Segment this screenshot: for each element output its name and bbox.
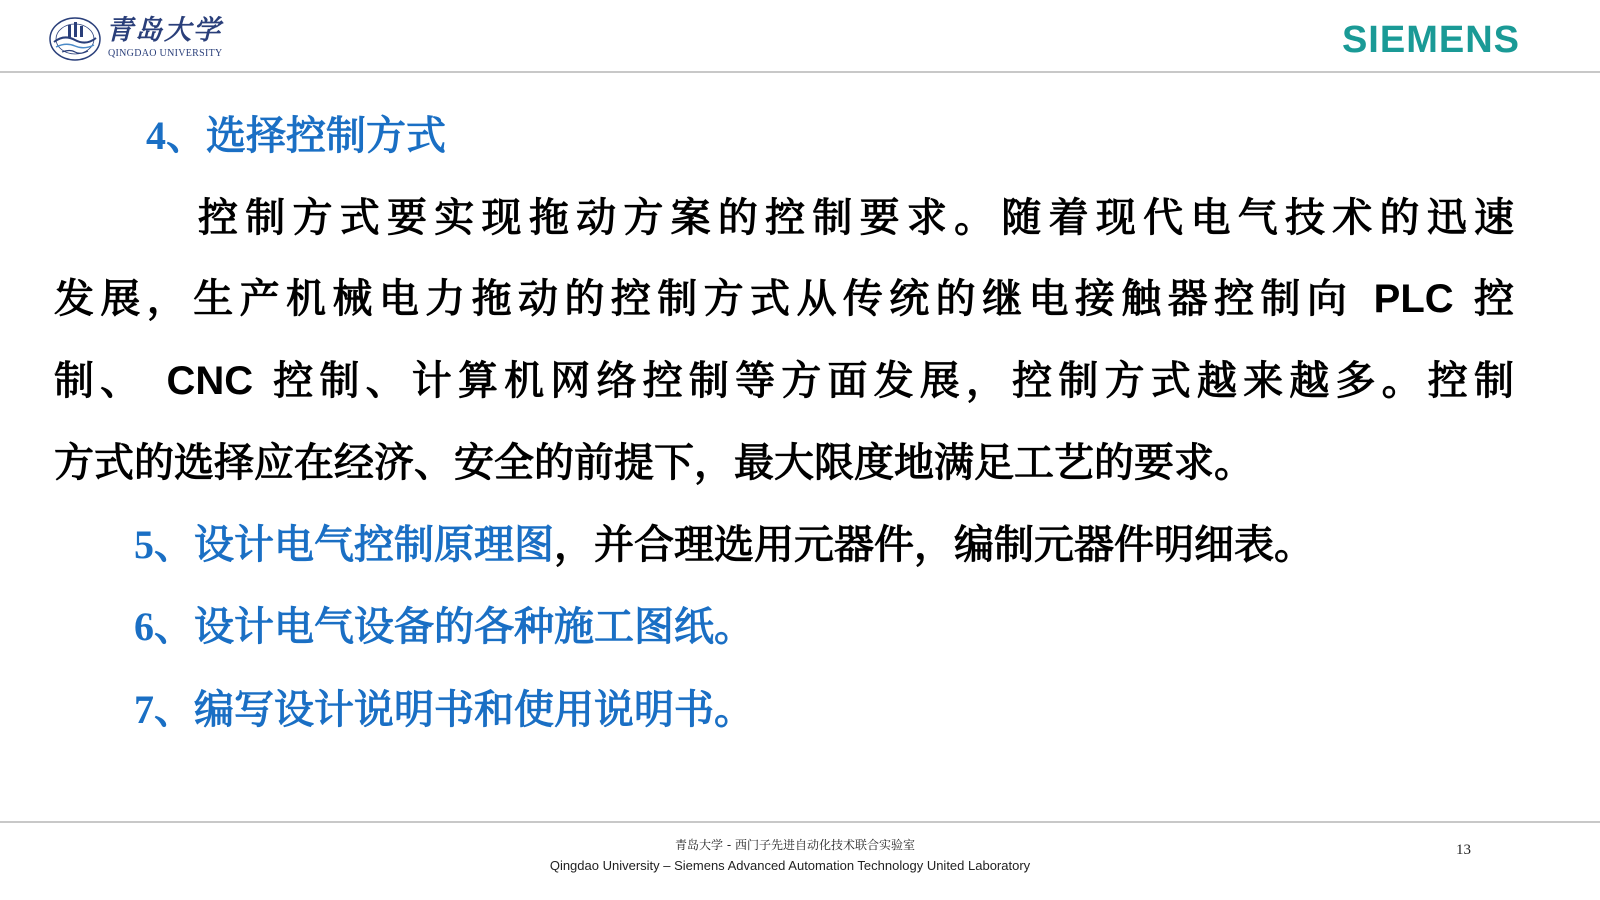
item-5-separator: 、 xyxy=(154,522,194,568)
paragraph-line-3-text-b: 控制、计算机网络控制等方面发展，控制方式越来越多。控制 xyxy=(253,358,1514,404)
item-4-separator: 、 xyxy=(166,113,206,159)
item-5-title: 设计电气控制原理图 xyxy=(194,522,554,568)
siemens-logo: SIEMENS xyxy=(1341,19,1520,61)
paragraph-line-4: 方式的选择应在经济、安全的前提下，最大限度地满足工艺的要求。 xyxy=(54,440,1254,486)
item-6-heading xyxy=(134,603,754,651)
item-5-number: 5 xyxy=(134,522,154,567)
page-number: 13 xyxy=(1456,842,1471,858)
university-emblem-icon xyxy=(48,12,102,62)
item-6-number: 6 xyxy=(134,604,154,649)
paragraph-cnc-term: CNC xyxy=(166,359,254,403)
slide-header xyxy=(0,0,1600,72)
paragraph-line-2-text-a: 发展，生产机械电力拖动的控制方式从传统的继电接触器控制向 xyxy=(54,276,1374,322)
logo-name-cn: 青岛大学 xyxy=(106,14,222,46)
item-5-description: ，并合理选用元器件，编制元器件明细表。 xyxy=(554,522,1314,568)
item-4-heading xyxy=(146,112,446,160)
footer-lab-name-cn: 青岛大学 - 西门子先进自动化技术联合实验室 xyxy=(675,838,915,852)
item-7-number: 7 xyxy=(134,687,154,732)
paragraph-line-1: 控制方式要实现拖动方案的控制要求。随着现代电气技术的迅速 xyxy=(198,195,1514,241)
footer-lab-name-en: Qingdao University – Siemens Advanced Automation Technology United Laboratory xyxy=(549,858,1031,873)
item-6-separator: 、 xyxy=(154,604,194,650)
item-4-number: 4 xyxy=(146,113,166,158)
university-logo xyxy=(48,12,223,62)
header-divider xyxy=(0,71,1600,73)
item-4-title: 选择控制方式 xyxy=(206,113,446,159)
paragraph-line-3-text-a: 制、 xyxy=(54,358,167,404)
item-5-heading xyxy=(134,521,1314,569)
item-7-separator: 、 xyxy=(154,687,194,733)
paragraph-line-2-text-b: 控 xyxy=(1453,276,1514,322)
paragraph-plc-term: PLC xyxy=(1373,277,1454,321)
item-6-title: 设计电气设备的各种施工图纸。 xyxy=(194,604,754,650)
item-7-title: 编写设计说明书和使用说明书。 xyxy=(194,687,754,733)
paragraph-line-3 xyxy=(54,357,1514,405)
item-7-heading xyxy=(134,686,754,734)
paragraph-line-2 xyxy=(54,275,1514,323)
logo-name-en: QINGDAO UNIVERSITY xyxy=(108,47,223,59)
footer-divider xyxy=(0,821,1600,823)
